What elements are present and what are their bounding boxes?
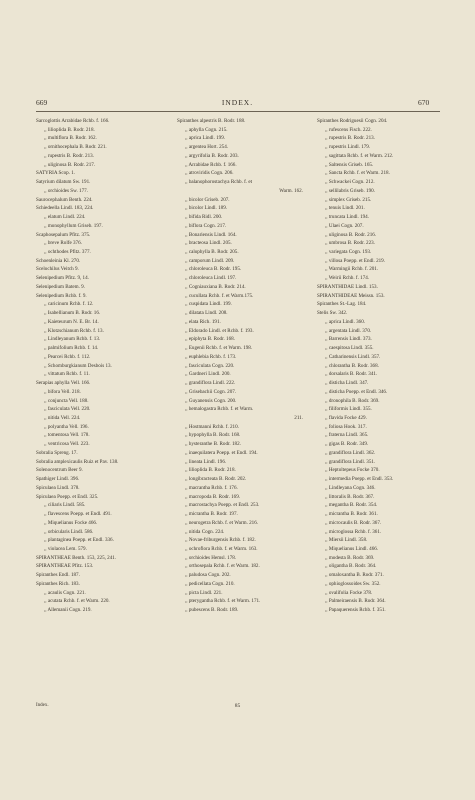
index-entry: ,, Barrensis Lindl. 373. bbox=[325, 336, 372, 343]
index-entry: ,, simplex Griseb. 215. bbox=[325, 196, 372, 203]
index-entry: ,, camporum Lindl. 209. bbox=[185, 257, 235, 264]
index-entry: ,, Grisebachii Cogn. 207. bbox=[185, 388, 237, 395]
index-entry: ,, Schwackei Cogn. 212. bbox=[325, 179, 375, 186]
index-entry: ,, Catharinensis Lindl. 357. bbox=[325, 353, 381, 360]
index-entry: ,, Gardneri Lindl. 200. bbox=[185, 371, 231, 378]
index-entry: ,, micrantha B. Rodr. 197. bbox=[185, 511, 238, 518]
index-entry: ,, variegata Cogn. 193. bbox=[325, 249, 372, 256]
index-entry: ,, acutata Rchb. f. et Warm. 220. bbox=[44, 598, 110, 605]
index-entry: Serapias aphylla Vell. 166. bbox=[36, 380, 91, 387]
index-entry: ,, hysteranthe B. Rodr. 182. bbox=[185, 441, 241, 448]
index-entry: ,, argentata Lindl. 370. bbox=[325, 327, 372, 334]
index-entry: ,, flavescens Poepp. et Endl. 491. bbox=[44, 511, 112, 518]
index-entry: ,, Bonariensis Lindl. 164. bbox=[185, 231, 237, 238]
index-entry: ,, chlorantha B. Rodr. 368. bbox=[325, 362, 379, 369]
index-entry: ,, violacea Lem. 579. bbox=[44, 545, 87, 552]
index-entry: ,, villosa Poepp. et Endl. 219. bbox=[325, 257, 385, 264]
footer-signature: Index. bbox=[36, 703, 49, 708]
index-entry: Spiranthes Rich. 183. bbox=[36, 580, 80, 587]
index-entry: ,, disticha Lindl. 347. bbox=[325, 380, 369, 387]
index-entry: ,, Warmingii Rchb. f. 201. bbox=[325, 266, 379, 273]
index-entry: Spiranthes Endl. 187. bbox=[36, 572, 80, 579]
index-entry: ,, Papaquerensis Rchb. f. 351. bbox=[325, 607, 386, 614]
index-entry: ,, rufescens Fisch. 222. bbox=[325, 126, 372, 133]
index-entry: ,, omaloxantha B. Rodr. 371. bbox=[325, 572, 384, 579]
index-entry: ,, bicolor Griseb. 207. bbox=[185, 196, 230, 203]
index-entry: Scelochilus Veitch 9. bbox=[36, 266, 79, 273]
index-entry: ,, grandiflora Lindl. 222. bbox=[185, 380, 236, 387]
index-entry: Spiranthes St.-Lag. 184. bbox=[317, 301, 367, 308]
index-entry: SPIRANTHEAE Benth. 153, 225, 241. bbox=[36, 554, 117, 561]
index-entry: Warm. 162. bbox=[279, 187, 303, 194]
index-entry: ,, Miquelianus Focke 466. bbox=[44, 519, 98, 526]
index-entry: Satyrium dilatum Sw. 191. bbox=[36, 179, 91, 186]
index-entry: ,, pubescens B. Rodr. 189. bbox=[185, 607, 239, 614]
index-entry: ,, aphylla Cogn. 215. bbox=[185, 126, 228, 133]
index-entry: Sobralia amplexicaulis Ruiz et Pav. 138. bbox=[36, 458, 119, 465]
index-entry: Schiedeella Lindl. 183, 224. bbox=[36, 205, 94, 212]
footer-sheet-number: 85 bbox=[234, 703, 241, 709]
index-entry: ,, macrantha Rchb. f. 176. bbox=[185, 484, 238, 491]
index-entry: ,, caricinum Rchb. f. 12. bbox=[44, 301, 94, 308]
index-entry: ,, dorsalaris B. Rodr. 341. bbox=[325, 371, 378, 378]
index-entry: ,, ochthodes Pfitz. 377. bbox=[44, 249, 91, 256]
index-entry: ,, acaulis Cogn. 221. bbox=[44, 589, 86, 596]
index-entry: ,, epiphyta B. Rodr. 168. bbox=[185, 336, 235, 343]
index-entry: ,, macropoda B. Rodr. 169. bbox=[185, 493, 241, 500]
index-entry: ,, Novae-friburgensis Rchb. f. 182. bbox=[185, 537, 256, 544]
index-entry: ,, conjuncta Vell. 188. bbox=[44, 397, 89, 404]
index-entry: ,, Heptoltepeus Focke 370. bbox=[325, 467, 380, 474]
index-entry: ,, Ulaei Cogn. 207. bbox=[325, 222, 364, 229]
index-entry: ,, tomentosa Vell. 178. bbox=[44, 432, 90, 439]
index-entry: Solenocentrum Beer 9. bbox=[36, 467, 83, 474]
index-entry: ,, Arrabidae Rchb. f. 166. bbox=[185, 161, 237, 168]
index-entry: ,, bifida Ridl. 200. bbox=[185, 214, 223, 221]
index-entry: ,, plantaginea Poepp. et Endl. 336. bbox=[44, 537, 114, 544]
index-entry: ,, argyrifolia B. Rodr. 203. bbox=[185, 152, 239, 159]
index-entry: ,, grandiflora Lindl. 351. bbox=[325, 458, 376, 465]
index-entry: ,, Eugenii Rchb. f. et Warm. 198. bbox=[185, 345, 253, 352]
index-entry: ,, longibracteata B. Rodr. 202. bbox=[185, 476, 247, 483]
index-entry: ,, bicolor Lindl. 189. bbox=[185, 205, 228, 212]
index-entry: ,, pedicellata Cogn. 210. bbox=[185, 580, 235, 587]
index-entry: ,, monophyllum Griseb. 197. bbox=[44, 222, 103, 229]
index-entry: Saurocephalum Benth. 224. bbox=[36, 196, 93, 203]
index-entry: ,, uliginosa B. Rodr. 216. bbox=[325, 231, 377, 238]
index-entry: ,, fasciculata Vell. 220. bbox=[44, 406, 91, 413]
index-entry: ,, Kaieteurum N. E. Br. 14. bbox=[44, 318, 99, 325]
index-entry: ,, Pearcei Rchb. f. 112. bbox=[44, 353, 91, 360]
index-entry: ,, nitida Vell. 224. bbox=[44, 414, 81, 421]
index-entry: ,, Klotzschianum Rchb. f. 13. bbox=[44, 327, 104, 334]
index-entry: ,, orchioides Hemsl. 178. bbox=[185, 554, 237, 561]
index-entry: ,, macrostachya Poepp. et Endl. 253. bbox=[185, 502, 260, 509]
index-entry: ,, ochroflora Rchb. f. et Warm. 163. bbox=[185, 545, 258, 552]
index-entry: ,, argentea Hort. 254. bbox=[185, 144, 229, 151]
index-entry: ,, lilioplida B. Rodr. 218. bbox=[44, 126, 95, 133]
index-entry: ,, elata Rich. 191. bbox=[185, 318, 221, 325]
index-entry: ,, chloroleuca Lindl. 197. bbox=[185, 275, 237, 282]
index-entry: ,, biflora Cogn. 217. bbox=[185, 222, 227, 229]
index-entry: ,, elatum Lindl. 224. bbox=[44, 214, 86, 221]
index-entry: ,, euphlebia Rchb. f. 173. bbox=[185, 353, 237, 360]
index-entry: ,, Saltensis Griseb. 165. bbox=[325, 161, 374, 168]
index-entry: ,, Lindleyanum Rchb. f. 13. bbox=[44, 336, 101, 343]
index-entry: ,, polyantha Vell. 196. bbox=[44, 423, 89, 430]
index-entry: ,, aprica Lindl. 360. bbox=[325, 318, 366, 325]
index-entry: ,, Sancta Rchb. f. et Warm. 218. bbox=[325, 170, 390, 177]
index-entry: ,, Guyanensis Cogn. 200. bbox=[185, 397, 237, 404]
index-entry: ,, caespitosa Lindl. 355. bbox=[325, 345, 374, 352]
index-column-2 bbox=[177, 117, 309, 615]
index-entry: 211. bbox=[294, 414, 303, 421]
index-entry: ,, Lindleyana Cogn. 346. bbox=[325, 484, 376, 491]
index-entry: SPIRANTHIDAE Lindl. 153. bbox=[317, 283, 378, 290]
index-entry: ,, truncata Lindl. 194. bbox=[325, 214, 369, 221]
index-entry: ,, megantha B. Rodr. 354. bbox=[325, 502, 378, 509]
index-entry: ,, rupestris B. Rodr. 213. bbox=[325, 135, 375, 142]
index-entry: Selenipedium Pfitz. 9, 14. bbox=[36, 275, 89, 282]
index-entry: ,, littoralis B. Rodr. 367. bbox=[325, 493, 375, 500]
index-entry: ,, grandiflora Lindl. 362. bbox=[325, 449, 376, 456]
index-entry: ,, umbrosa B. Rodr. 223. bbox=[325, 240, 375, 247]
index-entry: ,, aprica Lindl. 199. bbox=[185, 135, 226, 142]
index-entry: ,, filiformis Lindl. 355. bbox=[325, 406, 372, 413]
index-entry: ,, intermedia Poepp. et Endl. 353. bbox=[325, 476, 394, 483]
index-entry: ,, picta Lindl. 221. bbox=[185, 589, 223, 596]
index-entry: ,, Cogniauxiana B. Rodr. 214. bbox=[185, 283, 246, 290]
page-number-right: 670 bbox=[418, 98, 430, 107]
page-number-left: 669 bbox=[36, 98, 48, 107]
index-entry: ,, ophioglossoides Sw. 352. bbox=[325, 580, 381, 587]
index-entry: ,, hemalogastra Rchb. f. et Warm. bbox=[185, 406, 254, 413]
index-entry: ,, Miquelianus Lindl. 466. bbox=[325, 545, 379, 552]
index-entry: ,, Allemanii Cogn. 219. bbox=[44, 607, 92, 614]
index-entry: Schoenleinia Kl. 270. bbox=[36, 257, 81, 264]
page-title: INDEX. bbox=[221, 98, 254, 107]
index-entry: Stelis Sw. 342. bbox=[317, 310, 348, 317]
index-entry: ,, Isabellianum B. Rodr. 16. bbox=[44, 310, 101, 317]
index-entry: SPIRANTHIDEAE Meissn. 153. bbox=[317, 292, 385, 299]
index-entry: ,, Palmeiraensis B. Rodr. 364. bbox=[325, 598, 386, 605]
index-entry: ,, Weirii Rchb. f. 174. bbox=[325, 275, 370, 282]
index-entry: ,, bifora Vell. 218. bbox=[44, 388, 81, 395]
index-entry: ,, hypophylla B. Rodr. 168. bbox=[185, 432, 241, 439]
index-column-1 bbox=[36, 117, 164, 615]
index-entry: ,, microcaulis B. Rodr. 367. bbox=[325, 519, 382, 526]
index-entry: ,, fraterna Lindl. 365. bbox=[325, 432, 369, 439]
index-entry: ,, cucullata Rchb. f. et Warm.175. bbox=[185, 292, 254, 299]
index-entry: ,, Hostmanni Rchb. f. 210. bbox=[185, 423, 239, 430]
index-entry: ,, chloroleuca B. Rodr. 195. bbox=[185, 266, 242, 273]
index-entry: ,, orbicularis Lindl. 586. bbox=[44, 528, 94, 535]
index-entry: ,, lineata Lindl. 196. bbox=[185, 458, 227, 465]
index-entry: Spiculaea Lindl. 378. bbox=[36, 484, 80, 491]
index-entry: ,, gigas B. Rodr. 349. bbox=[325, 441, 369, 448]
index-entry: ,, multiflora B. Rodr. 162. bbox=[44, 135, 97, 142]
index-entry: Selenipedium Batem. 9. bbox=[36, 283, 85, 290]
index-column-3 bbox=[317, 117, 445, 615]
index-entry: Selenipedium Rchb. f. 9. bbox=[36, 292, 87, 299]
index-entry: ,, Miersii Lindl. 358. bbox=[325, 537, 368, 544]
index-entry: ,, Schomburgkianum Desbois 13. bbox=[44, 362, 112, 369]
index-entry: ,, tenuis Lindl. 201. bbox=[325, 205, 365, 212]
index-entry: ,, rupestris Lindl. 179. bbox=[325, 144, 371, 151]
index-entry: SPIRANTHEAE Pfitz. 153. bbox=[36, 563, 94, 570]
index-entry: ,, nitida Cogn. 224. bbox=[185, 528, 225, 535]
index-entry: ,, dilatata Lindl. 208. bbox=[185, 310, 228, 317]
index-entry: ,, neurogetra Rchb. f. et Warm. 216. bbox=[185, 519, 259, 526]
index-entry: ,, calophylla B. Rodr. 205. bbox=[185, 249, 239, 256]
index-entry: ,, orthosepala Rchb. f. et Warm. 182. bbox=[185, 563, 260, 570]
index-entry: ,, lilioplida B. Rodr. 218. bbox=[185, 467, 236, 474]
page-header bbox=[0, 98, 475, 112]
index-entry: ,, balanophorostachya Rchb. f. et bbox=[185, 179, 253, 186]
index-entry: ,, foliosa Hook. 317. bbox=[325, 423, 367, 430]
index-entry: ,, microglossa Rchb. f. 361. bbox=[325, 528, 382, 535]
index-entry: ,, ventricosa Vell. 223. bbox=[44, 441, 90, 448]
index-entry: Scaphosepalum Pfitz. 375. bbox=[36, 231, 91, 238]
index-entry: ,, bracteosa Lindl. 205. bbox=[185, 240, 232, 247]
index-entry: ,, flavida Focke 429. bbox=[325, 414, 367, 421]
index-entry: ,, paludosa Cogn. 202. bbox=[185, 572, 231, 579]
header-rule bbox=[36, 111, 440, 112]
index-entry: ,, ornithocephala B. Rodr. 221. bbox=[44, 144, 107, 151]
index-entry: ,, fasciculata Cogn. 220. bbox=[185, 362, 235, 369]
index-entry: ,, micrantha B. Rodr. 361. bbox=[325, 511, 378, 518]
index-entry: ,, modesta B. Rodr. 369. bbox=[325, 554, 375, 561]
index-entry: Sarcoglottis Arrabidae Rchb. f. 166. bbox=[36, 118, 110, 124]
index-entry: ,, pterygantha Rchb. f. et Warm. 171. bbox=[185, 598, 261, 605]
index-entry: SATYRIA Scop. 1. bbox=[36, 170, 76, 177]
index-entry: ,, breve Rolfe 376. bbox=[44, 240, 82, 247]
index-entry: ,, oligantha B. Rodr. 364. bbox=[325, 563, 377, 570]
index-entry: ,, sellilabris Griseb. 190. bbox=[325, 187, 375, 194]
index-entry: ,, orchioides Sw. 177. bbox=[44, 187, 88, 194]
index-entry: Sobralia Spreng. 17. bbox=[36, 449, 78, 456]
index-entry: ,, inaequilatera Poepp. et Endl. 194. bbox=[185, 449, 258, 456]
index-entry: ,, palmifolium Rchb. f. 14. bbox=[44, 345, 99, 352]
index-entry: ,, dronophila B. Rodr. 369. bbox=[325, 397, 380, 404]
index-entry: ,, atroviridis Cogn. 206. bbox=[185, 170, 234, 177]
index-entry: ,, rupestris B. Rodr. 213. bbox=[44, 152, 94, 159]
index-entry: Spiranthes alpestris B. Rodr. 188. bbox=[177, 118, 246, 124]
index-entry: Spiranthes Rodriguesii Cogn. 204. bbox=[317, 118, 388, 124]
index-entry: ,, Eldorado Lindl. et Rchb. f. 193. bbox=[185, 327, 254, 334]
index-entry: ,, uliginosa B. Rodr. 217. bbox=[44, 161, 96, 168]
index-entry: Spathiger Lindl. 396. bbox=[36, 476, 80, 483]
index-entry: ,, vittatum Rchb. f. 11. bbox=[44, 371, 90, 378]
index-entry: ,, disticha Poepp. et Endl. 346. bbox=[325, 388, 388, 395]
index-entry: ,, ciliaris Lindl. 585. bbox=[44, 502, 86, 509]
index-entry: ,, sagittata Rchb. f. et Warm. 212. bbox=[325, 152, 394, 159]
index-entry: Spiculaea Poepp. et Endl. 325. bbox=[36, 493, 99, 500]
index-entry: ,, cuspidata Lindl. 199. bbox=[185, 301, 232, 308]
index-entry: ,, ovalifolia Focke 378. bbox=[325, 589, 373, 596]
